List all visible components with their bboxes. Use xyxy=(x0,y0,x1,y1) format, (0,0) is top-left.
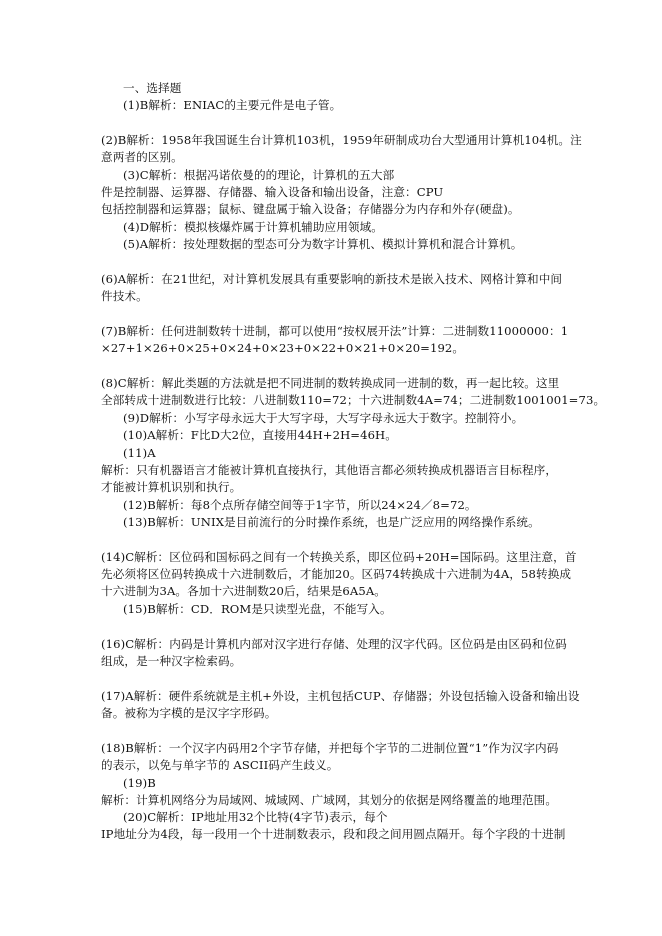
answer-16-line-1: (16)C解析：内码是计算机内部对汉字进行存储、处理的汉字代码。区位码是由区码和位码 xyxy=(101,637,567,651)
answer-19-line-2: 解析：计算机网络分为局域网、城域网、广域网，其划分的依据是网络覆盖的地理范围。 xyxy=(101,793,558,807)
answer-11-line-3: 才能被计算机识别和执行。 xyxy=(101,480,242,494)
answer-1-line-1: (1)B解析：ENIAC的主要元件是电子管。 xyxy=(123,98,342,112)
answer-14-line-3: 十六进制为3A。各加十六进制数20后，结果是6A5A。 xyxy=(101,584,386,598)
answer-18-line-1: (18)B解析：一个汉字内码用2个字节存储，并把每个字节的二进制位置“1”作为汉字内码 xyxy=(101,741,559,755)
answer-5-line-1: (5)A解析：按处理数据的型态可分为数字计算机、模拟计算机和混合计算机。 xyxy=(123,237,523,251)
section-heading: 一、选择题 xyxy=(123,81,182,95)
answer-3-line-3: 包括控制器和运算器；鼠标、键盘属于输入设备；存储器分为内存和外存(硬盘)。 xyxy=(101,202,520,216)
answer-6-line-1: (6)A解析：在21世纪，对计算机发展具有重要影响的新技术是嵌入技术、网格计算和中间 xyxy=(101,272,563,286)
answer-4-line-1: (4)D解析：模拟核爆炸属于计算机辅助应用领域。 xyxy=(123,220,383,234)
answer-15-line-1: (15)B解析：CD．ROM是只读型光盘，不能写入。 xyxy=(123,602,392,616)
answer-14-line-1: (14)C解析：区位码和国标码之间有一个转换关系，即区位码+20H=国际码。这里注意，首 xyxy=(101,550,577,564)
answer-13-line-1: (13)B解析：UNIX是目前流行的分时操作系统，也是广泛应用的网络操作系统。 xyxy=(123,515,540,529)
answer-17-line-2: 备。被称为字模的是汉字字形码。 xyxy=(101,706,277,720)
answer-6-line-2: 件技术。 xyxy=(101,289,148,303)
answer-19-line-1: (19)B xyxy=(123,776,156,790)
answer-8-line-2: 全部转成十进制数进行比较：八进制数110=72；十六进制数4A=74；二进制数1001001=73。 xyxy=(101,393,606,407)
answer-12-line-1: (12)B解析：每8个点所存储空间等于1字节，所以24×24／8=72。 xyxy=(123,498,477,512)
answer-10-line-1: (10)A解析：F比D大2位，直接用44H+2H=46H。 xyxy=(123,428,397,442)
answer-8-line-1: (8)C解析：解此类题的方法就是把不同进制的数转换成同一进制的数，再一起比较。这里 xyxy=(101,376,560,390)
answer-7-line-2: ×27+1×26+0×25+0×24+0×23+0×22+0×21+0×20=192。 xyxy=(101,341,465,355)
answer-2-line-2: 意两者的区别。 xyxy=(101,150,183,164)
answer-3-line-1: (3)C解析：根据冯诺依曼的的理论，计算机的五大部 xyxy=(123,168,395,182)
answer-16-line-2: 组成，是一种汉字检索码。 xyxy=(101,654,242,668)
answer-3-line-2: 件是控制器、运算器、存储器、输入设备和输出设备，注意：CPU xyxy=(101,185,444,199)
answer-18-line-2: 的表示，以免与单字节的 ASCII码产生歧义。 xyxy=(101,758,339,772)
answer-9-line-1: (9)D解析：小写字母永远大于大写字母，大写字母永远大于数字。控制符小。 xyxy=(123,411,524,425)
answer-17-line-1: (17)A解析：硬件系统就是主机+外设，主机包括CUP、存储器；外设包括输入设备和输出设 xyxy=(101,689,580,703)
answer-20-line-2: IP地址分为4段，每一段用一个十进制数表示，段和段之间用圆点隔开。每个字段的十进制 xyxy=(101,827,566,841)
answer-20-line-1: (20)C解析：IP地址用32个比特(4字节)表示，每个 xyxy=(123,810,388,824)
answer-7-line-1: (7)B解析：任何进制数转十进制，都可以使用“按权展开法”计算：二进制数11000000：1 xyxy=(101,324,569,338)
answer-2-line-1: (2)B解析：1958年我国诞生台计算机103机，1959年研制成功台大型通用计算机104机。注 xyxy=(101,133,582,147)
answer-11-line-2: 解析：只有机器语言才能被计算机直接执行，其他语言都必须转换成机器语言目标程序， xyxy=(101,463,558,477)
answer-11-line-1: (11)A xyxy=(123,446,156,460)
answer-14-line-2: 先必须将区位码转换成十六进制数后，才能加20。区码74转换成十六进制为4A，58转换成 xyxy=(101,567,572,581)
